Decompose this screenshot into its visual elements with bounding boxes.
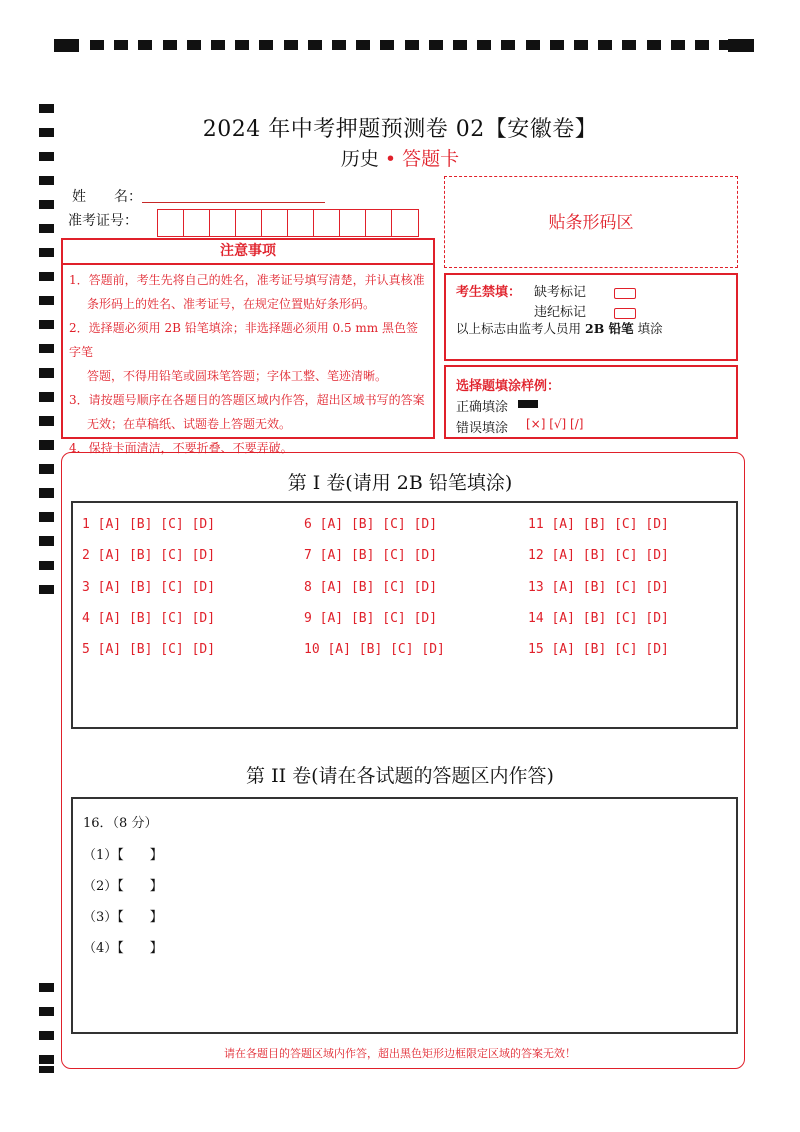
exam-id-boxes[interactable] [157,209,419,237]
id-digit-box[interactable] [392,210,418,236]
timing-mark [453,40,467,50]
timing-mark [90,40,104,50]
timing-mark [695,40,709,50]
notice-item-2-cont: 答题，不得用铅笔或圆珠笔答题；字体工整、笔迹清晰。 [87,369,388,383]
timing-mark [39,344,54,353]
notice-item-4: 4．保持卡面清洁，不要折叠、不要弄破。 [69,441,293,455]
sub-question-2[interactable]: （2）【 】 [83,879,163,894]
choice-question-13[interactable]: 13 [A] [B] [C] [D] [528,580,669,595]
timing-mark [39,1007,54,1016]
timing-mark [598,40,612,50]
timing-mark [574,40,588,50]
notice-item-2: 2．选择题必须用 2B 铅笔填涂；非选择题必须用 0.5 mm 黑色签字笔 [69,321,419,359]
timing-mark [380,40,394,50]
id-digit-box[interactable] [288,210,314,236]
notice-list [63,265,433,460]
choice-question-5[interactable]: 5 [A] [B] [C] [D] [82,642,216,657]
id-digit-box[interactable] [340,210,366,236]
notice-item-3-cont: 无效；在草稿纸、试题卷上答题无效。 [87,417,292,431]
timing-mark [728,39,754,52]
choice-question-10[interactable]: 10 [A] [B] [C] [D] [304,642,445,657]
sample-title: 选择题填涂样例： [456,379,561,394]
id-digit-box[interactable] [366,210,392,236]
instruction-bold: 2B 铅笔 [585,321,634,336]
proctor-only-box [444,273,738,361]
choice-question-7[interactable]: 7 [A] [B] [C] [D] [304,548,438,563]
timing-mark [39,441,54,450]
timing-mark [54,39,79,52]
timing-mark [39,585,54,594]
subtitle-dot: • [384,148,397,170]
violation-mark-box[interactable] [614,308,636,319]
id-digit-box[interactable] [262,210,288,236]
notice-title: 注意事项 [63,240,433,265]
wrong-fill-examples: [×] [√] [/] [526,417,584,431]
id-digit-box[interactable] [314,210,340,236]
choice-question-4[interactable]: 4 [A] [B] [C] [D] [82,611,216,626]
page-subtitle [0,144,800,171]
timing-mark [39,200,54,209]
timing-mark [622,40,636,50]
timing-mark [39,248,54,257]
timing-mark [39,561,54,570]
barcode-label: 贴条形码区 [548,213,634,233]
notice-item-1: 1．答题前，考生先将自己的姓名，准考证号填写清楚，并认真核准 [69,273,425,287]
sub-question-1[interactable]: （1）【 】 [83,848,163,863]
instruction-suffix: 填涂 [637,321,663,336]
instruction-prefix: 以上标志由监考人员用 [456,321,582,336]
correct-fill-example [518,400,538,408]
choice-question-8[interactable]: 8 [A] [B] [C] [D] [304,580,438,595]
notice-box [61,238,435,455]
part1-title: 第 I 卷(请用 2B 铅笔填涂) [287,472,513,494]
absent-label: 缺考标记 [534,285,587,300]
timing-mark [501,40,515,50]
sub-question-4[interactable]: （4）【 】 [83,941,163,956]
timing-mark [163,40,177,50]
timing-mark [235,40,249,50]
page-title: 2024 年中考押题预测卷 02【安徽卷】 [202,117,598,142]
exam-id-label: 准考证号： [68,213,138,229]
timing-mark [405,40,419,50]
id-digit-box[interactable] [184,210,210,236]
wrong-fill-label: 错误填涂 [456,421,509,436]
timing-mark [526,40,540,50]
name-label: 姓 名： [72,189,142,205]
notice-item-1-cont: 条形码上的姓名、准考证号，在规定位置贴好条形码。 [87,297,376,311]
fill-sample-box [444,365,738,439]
choice-question-1[interactable]: 1 [A] [B] [C] [D] [82,517,216,532]
choice-question-15[interactable]: 15 [A] [B] [C] [D] [528,642,669,657]
timing-mark [39,393,54,402]
timing-mark [332,40,346,50]
choice-question-6[interactable]: 6 [A] [B] [C] [D] [304,517,438,532]
timing-mark [39,272,54,281]
timing-mark [39,369,54,378]
choice-question-14[interactable]: 14 [A] [B] [C] [D] [528,611,669,626]
timing-mark [187,40,201,50]
id-digit-box[interactable] [236,210,262,236]
choice-question-3[interactable]: 3 [A] [B] [C] [D] [82,580,216,595]
timing-mark [284,40,298,50]
timing-mark [356,40,370,50]
correct-fill-label: 正确填涂 [456,400,509,415]
footer-warning: 请在各题目的答题区域内作答，超出黑色矩形边框限定区域的答案无效！ [224,1047,576,1060]
barcode-area [444,176,738,268]
choice-question-12[interactable]: 12 [A] [B] [C] [D] [528,548,669,563]
proctor-instruction [456,319,663,337]
card-type: 答题卡 [402,148,460,170]
choice-question-9[interactable]: 9 [A] [B] [C] [D] [304,611,438,626]
part2-title: 第 II 卷(请在各试题的答题区内作答) [246,765,554,787]
name-field[interactable] [142,202,325,203]
part2-box[interactable] [71,797,738,1034]
timing-mark [39,296,54,305]
timing-mark [477,40,491,50]
id-digit-box[interactable] [210,210,236,236]
timing-mark [259,40,273,50]
timing-mark [647,40,661,50]
sub-question-3[interactable]: （3）【 】 [83,910,163,925]
violation-label: 违纪标记 [534,305,587,320]
subject-name: 历史 [340,148,379,170]
timing-mark [39,1031,54,1040]
timing-mark [138,40,152,50]
timing-mark [429,40,443,50]
timing-mark [550,40,564,50]
timing-mark [211,40,225,50]
timing-mark [39,417,54,426]
timing-mark [39,224,54,233]
timing-mark [39,537,54,546]
timing-mark [39,176,54,185]
timing-mark [39,513,54,522]
notice-item-3: 3．请按题号顺序在各题目的答题区域内作答，超出区域书写的答案 [69,393,425,407]
choice-question-11[interactable]: 11 [A] [B] [C] [D] [528,517,669,532]
absent-mark-box[interactable] [614,288,636,299]
proctor-only-title: 考生禁填： [456,285,522,300]
timing-mark [308,40,322,50]
choice-question-2[interactable]: 2 [A] [B] [C] [D] [82,548,216,563]
question-16-label: 16．（8 分） [83,816,158,831]
timing-mark [671,40,685,50]
timing-mark [39,983,54,992]
timing-mark [114,40,128,50]
id-digit-box[interactable] [158,210,184,236]
timing-mark [39,320,54,329]
timing-mark [39,1066,54,1073]
